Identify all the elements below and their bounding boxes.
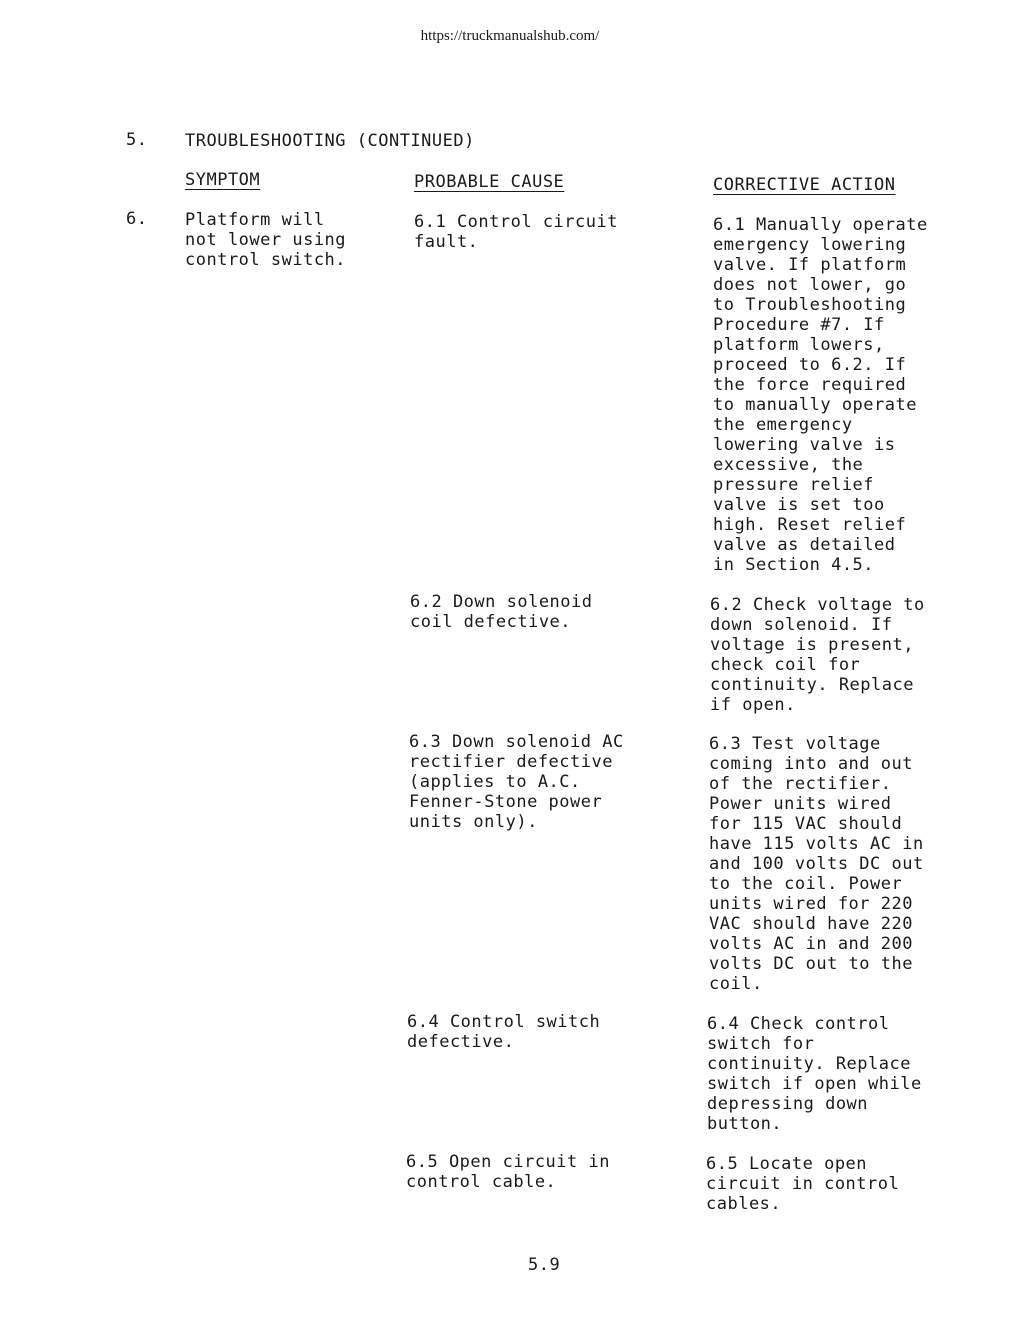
cause-line: 6.4 Control switch	[407, 1012, 601, 1032]
action-line: volts AC in and 200	[709, 934, 913, 954]
action-line: valve is set too	[713, 495, 885, 515]
column-header-probable-cause: PROBABLE CAUSE	[414, 172, 565, 192]
action-line: switch for	[707, 1034, 815, 1054]
action-6-4	[707, 1014, 922, 1134]
action-line: Power units wired	[709, 794, 892, 814]
cause-6-2	[410, 592, 593, 632]
action-line: switch if open while	[707, 1074, 922, 1094]
cause-line: units only).	[409, 812, 538, 832]
cause-line: 6.1 Control circuit	[414, 212, 618, 232]
action-line: check coil for	[710, 655, 861, 675]
page-number: 5.9	[528, 1255, 561, 1275]
section-number: 5.	[126, 130, 148, 150]
action-line: have 115 volts AC in	[709, 834, 924, 854]
action-line: of the rectifier.	[709, 774, 892, 794]
cause-line: Fenner-Stone power	[409, 792, 603, 812]
action-line: cables.	[706, 1194, 782, 1214]
symptom-line: Platform will	[185, 210, 325, 230]
action-6-3	[709, 734, 924, 994]
symptom-line: control switch.	[185, 250, 347, 270]
item-number: 6.	[126, 209, 148, 229]
action-line: coil.	[709, 974, 763, 994]
action-line: if open.	[710, 695, 796, 715]
action-line: Procedure #7. If	[713, 315, 885, 335]
source-url: https://truckmanualshub.com/	[420, 28, 600, 44]
action-line: for 115 VAC should	[709, 814, 903, 834]
action-line: lowering valve is	[713, 435, 896, 455]
action-6-5	[706, 1154, 899, 1214]
action-line: continuity. Replace	[710, 675, 914, 695]
action-line: coming into and out	[709, 754, 913, 774]
action-line: emergency lowering	[713, 235, 907, 255]
action-line: depressing down	[707, 1094, 869, 1114]
action-line: excessive, the	[713, 455, 864, 475]
section-title: TROUBLESHOOTING (CONTINUED)	[185, 131, 475, 151]
action-line: the emergency	[713, 415, 853, 435]
action-line: down solenoid. If	[710, 615, 893, 635]
cause-6-5	[406, 1152, 610, 1192]
action-line: voltage is present,	[710, 635, 914, 655]
action-line: circuit in control	[706, 1174, 900, 1194]
action-line: button.	[707, 1114, 783, 1134]
cause-line: rectifier defective	[409, 752, 613, 772]
action-line: volts DC out to the	[709, 954, 913, 974]
cause-line: 6.2 Down solenoid	[410, 592, 593, 612]
cause-line: control cable.	[406, 1172, 557, 1192]
cause-6-1	[414, 212, 618, 252]
column-header-symptom: SYMPTOM	[185, 170, 261, 190]
symptom-text	[185, 210, 346, 270]
action-6-2	[710, 595, 925, 715]
action-line: VAC should have 220	[709, 914, 913, 934]
action-line: proceed to 6.2. If	[713, 355, 907, 375]
column-header-corrective-action: CORRECTIVE ACTION	[713, 175, 896, 195]
cause-line: coil defective.	[410, 612, 572, 632]
symptom-line: not lower using	[185, 230, 347, 250]
action-line: to Troubleshooting	[713, 295, 907, 315]
action-line: continuity. Replace	[707, 1054, 911, 1074]
action-line: 6.5 Locate open	[706, 1154, 868, 1174]
action-line: to manually operate	[713, 395, 917, 415]
cause-line: 6.5 Open circuit in	[406, 1152, 610, 1172]
cause-line: fault.	[414, 232, 479, 252]
cause-6-3	[409, 732, 624, 832]
cause-6-4	[407, 1012, 600, 1052]
action-6-1	[713, 215, 928, 575]
action-line: to the coil. Power	[709, 874, 903, 894]
action-line: 6.4 Check control	[707, 1014, 890, 1034]
action-line: does not lower, go	[713, 275, 907, 295]
action-line: the force required	[713, 375, 907, 395]
cause-line: (applies to A.C.	[409, 772, 581, 792]
cause-line: defective.	[407, 1032, 515, 1052]
action-line: pressure relief	[713, 475, 875, 495]
action-line: 6.3 Test voltage	[709, 734, 881, 754]
action-line: in Section 4.5.	[713, 555, 875, 575]
action-line: and 100 volts DC out	[709, 854, 924, 874]
action-line: units wired for 220	[709, 894, 913, 914]
action-line: 6.2 Check voltage to	[710, 595, 925, 615]
action-line: high. Reset relief	[713, 515, 907, 535]
action-line: platform lowers,	[713, 335, 885, 355]
action-line: valve. If platform	[713, 255, 907, 275]
action-line: valve as detailed	[713, 535, 896, 555]
cause-line: 6.3 Down solenoid AC	[409, 732, 624, 752]
action-line: 6.1 Manually operate	[713, 215, 928, 235]
